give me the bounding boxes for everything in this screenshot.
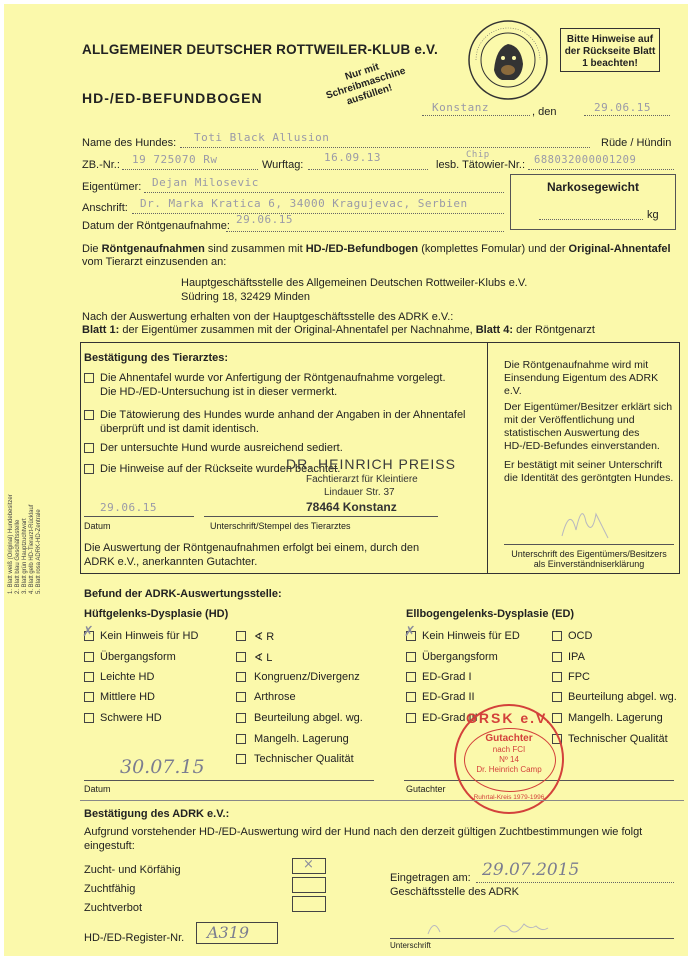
evaluation-date-label: Datum [84, 784, 111, 794]
vet-date-label: Datum [84, 521, 111, 531]
copy-distribution-note: 1. Blatt weiß (Original) Hundebesitzer 2. Blatt blau Geschäftsstelle 3. Blatt grün Hauptzuchtwart 4. Blatt gelb HD-Tierarzt-Rücklauf 5. Blatt rosa ADRK-HD-Zentrale [8, 494, 42, 594]
gutachter-stamp [454, 704, 564, 814]
vet-item2-line2: überprüft und ist damit identisch. [100, 423, 259, 435]
header-date-value[interactable]: 29.06.15 [594, 101, 651, 114]
hd-option-r: ∢ R [254, 631, 275, 643]
adrk-signature-label: Unterschrift [390, 941, 431, 950]
vet-stamp-city: 78464 Konstanz [306, 500, 397, 514]
check-zuchtverbot[interactable] [292, 896, 326, 912]
register-box[interactable] [196, 922, 278, 944]
form-page [4, 4, 688, 956]
after-eval-line1: Nach der Auswertung erhalten von der Hauptgeschäftsstelle des ADRK e.V.: [82, 311, 454, 323]
vet-date-value[interactable]: 29.06.15 [100, 501, 157, 514]
ed-check-grad3[interactable] [406, 713, 416, 723]
hq-address-line2: Südring 18, 32429 Minden [181, 291, 311, 303]
ed-kein-hinweis-mark: ✗ [404, 624, 416, 640]
adrk-signature [424, 916, 554, 940]
stamp-line2: nach FCI [492, 745, 526, 754]
register-label: HD-/ED-Register-Nr. [84, 932, 185, 944]
owner-label: Eigentümer: [82, 181, 142, 193]
hd-check-kongruenz[interactable] [236, 672, 246, 682]
hd-check-mittlere[interactable] [84, 692, 94, 702]
ed-option-grad1: ED-Grad I [422, 671, 472, 683]
ed-check-beurteilung[interactable] [552, 692, 562, 702]
stamp-top-text: GRSK e.V. [466, 710, 552, 726]
vet-item2-line1: Die Tätowierung des Hundes wurde anhand der Angaben in der Ahnentafel [100, 409, 466, 421]
send-instruction-line2: vom Tierarzt einzusenden an: [82, 256, 227, 268]
hd-kein-hinweis-mark: ✗ [82, 624, 94, 640]
identity-confirmation: Er bestätigt mit seiner Unterschrift die Identität des geröntgten Hundes. [504, 459, 674, 484]
ed-option-grad3: ED-Grad III [422, 712, 478, 724]
ownership-note: Die Röntgenaufnahme wird mit Einsendung Eigentum des ADRK e.V. [504, 359, 659, 397]
ed-option-fpc: FPC [568, 671, 590, 683]
ed-check-ocd[interactable] [552, 631, 562, 641]
vet-check-sedated[interactable] [84, 443, 94, 453]
vet-stamp-title: Fachtierarzt für Kleintiere [306, 474, 418, 485]
vet-check-tattoo[interactable] [84, 410, 94, 420]
wurftag-value[interactable]: 16.09.13 [324, 151, 381, 164]
stamp-line4: Dr. Heinrich Camp [476, 765, 542, 774]
publication-consent: Der Eigentümer/Besitzer erklärt sich mit der Veröffentlichung und statistischen Auswertung des HD-/ED-Befundes einverstanden. [504, 401, 673, 452]
narkose-unit: kg [647, 209, 659, 221]
notice-box: Bitte Hinweise auf der Rückseite Blatt 1 beachten! [560, 28, 660, 72]
club-name: ALLGEMEINER DEUTSCHER ROTTWEILER-KLUB e.V. [82, 42, 438, 57]
hd-check-schwere[interactable] [84, 713, 94, 723]
send-instruction-line1: Die Röntgenaufnahmen sind zusammen mit HD-/ED-Befundbogen (komplettes Fomular) und der Original-Ahnentafel [82, 243, 671, 255]
ed-option-ocd: OCD [568, 630, 593, 642]
narkose-box [510, 174, 676, 230]
vet-stamp-name: DR. HEINRICH PREISS [286, 456, 456, 472]
vet-item4: Die Hinweise auf der Rückseite wurden beachtet. [100, 463, 341, 475]
eingetragen-label: Eingetragen am: [390, 872, 471, 884]
vet-note-line1: Die Auswertung der Röntgenaufnahmen erfolgt bei einem, durch den [84, 542, 420, 554]
hd-option-mittlere: Mittlere HD [100, 691, 156, 703]
ed-option-lagerung: Mangelh. Lagerung [568, 712, 663, 724]
option-zucht-koerfaehig: Zucht- und Körfähig [84, 864, 181, 876]
hd-check-l[interactable] [236, 652, 246, 662]
chip-word: Chip [466, 150, 490, 160]
stamp-bottom-text: Ruhrtal-Kreis 1979-1996 [473, 794, 545, 801]
owner-value[interactable]: Dejan Milosevic [152, 176, 259, 189]
address-value[interactable]: Dr. Marka Kratica 6, 34000 Kragujevac, Serbien [140, 197, 468, 210]
adrk-text-line1: Aufgrund vorstehender HD-/ED-Auswertung wird der Hund nach den derzeit gültigen Zuchtbestimmungen wie folgt [84, 826, 643, 838]
hd-check-lagerung[interactable] [236, 734, 246, 744]
adrk-heading: Bestätigung des ADRK e.V.: [84, 808, 230, 820]
hd-option-uebergangsform: Übergangsform [100, 651, 176, 663]
zb-value[interactable]: 19 725070 Rw [132, 153, 218, 166]
vet-note-line2: ADRK e.V., anerkannten Gutachter. [84, 556, 258, 568]
narkose-label: Narkosegewicht [546, 180, 640, 194]
ed-check-fpc[interactable] [552, 672, 562, 682]
hd-option-kongruenz: Kongruenz/Divergenz [254, 671, 360, 683]
name-label: Name des Hundes: [82, 137, 177, 149]
option-zuchtverbot: Zuchtverbot [84, 902, 143, 914]
hd-option-arthrose: Arthrose [254, 691, 296, 703]
typewriter-note: Nur mit Schreibmaschine ausfüllen! [324, 61, 407, 108]
office-label: Geschäftsstelle des ADRK [390, 886, 520, 898]
ed-option-kein-hinweis: Kein Hinweis für ED [422, 630, 520, 642]
evaluation-date-value[interactable]: 30.07.15 [120, 756, 205, 778]
vet-signature-label: Unterschrift/Stempel des Tierarztes [210, 521, 351, 531]
ed-check-grad2[interactable] [406, 692, 416, 702]
zb-label: ZB.-Nr.: [82, 159, 120, 171]
hq-address-line1: Hauptgeschäftsstelle des Allgemeinen Deutschen Rottweiler-Klubs e.V. [181, 277, 528, 289]
hd-check-uebergangsform[interactable] [84, 652, 94, 662]
gutachter-label: Gutachter [406, 784, 446, 794]
hd-check-leichte[interactable] [84, 672, 94, 682]
hd-check-arthrose[interactable] [236, 692, 246, 702]
vet-stamp-street: Lindauer Str. 37 [324, 487, 395, 498]
owner-signature-label2: als Einverständniserklärung [533, 559, 645, 569]
sex-label: Rüde / Hündin [601, 137, 672, 149]
after-eval-line2: Blatt 1: der Eigentümer zusammen mit der Original-Ahnentafel per Nachnahme, Blatt 4: der Röntgenarzt [82, 324, 595, 336]
hd-option-kein-hinweis: Kein Hinweis für HD [100, 630, 199, 642]
vet-item3: Der untersuchte Hund wurde ausreichend sediert. [100, 442, 343, 454]
hd-option-schwere: Schwere HD [100, 712, 162, 724]
tattoo-value[interactable]: 688032000001209 [534, 154, 637, 166]
hd-check-technik[interactable] [236, 754, 246, 764]
hd-heading: Hüftgelenks-Dysplasie (HD) [84, 608, 229, 620]
ed-option-technik: Technischer Qualität [568, 733, 668, 745]
ed-option-grad2: ED-Grad II [422, 691, 475, 703]
den-label: , den [532, 106, 557, 118]
wurftag-label: Wurftag: [262, 159, 304, 171]
vet-check-notes[interactable] [84, 464, 94, 474]
option-zuchtfaehig: Zuchtfähig [84, 883, 136, 895]
address-label: Anschrift: [82, 202, 128, 214]
owner-signature-label1: Unterschrift des Eigentümers/Besitzers [511, 549, 667, 559]
tattoo-label: lesb. Tätowier-Nr.: [436, 159, 526, 171]
ed-check-ipa[interactable] [552, 652, 562, 662]
stamp-line1: Gutachter [485, 733, 533, 744]
zucht-koerfaehig-mark: × [303, 857, 314, 872]
hd-option-lagerung: Mangelh. Lagerung [254, 733, 349, 745]
dog-name-value[interactable]: Toti Black Allusion [194, 131, 330, 144]
vet-box-divider [487, 342, 488, 574]
ed-option-ipa: IPA [568, 651, 585, 663]
eingetragen-value[interactable]: 29.07.2015 [482, 860, 580, 880]
hd-check-beurteilung[interactable] [236, 713, 246, 723]
xray-date-value[interactable]: 29.06.15 [236, 213, 293, 226]
vet-heading: Bestätigung des Tierarztes: [84, 352, 229, 364]
vet-check-ahnentafel[interactable] [84, 373, 94, 383]
hd-option-l: ∢ L [254, 652, 273, 664]
check-zucht-koerfaehig[interactable] [292, 858, 326, 874]
place-value[interactable]: Konstanz [432, 101, 489, 114]
adrk-text-line2: eingestuft: [84, 840, 135, 852]
hd-check-r[interactable] [236, 631, 246, 641]
ed-check-grad1[interactable] [406, 672, 416, 682]
register-value: A319 [207, 923, 250, 942]
hd-option-leichte: Leichte HD [100, 671, 155, 683]
ed-check-uebergangsform[interactable] [406, 652, 416, 662]
evaluation-heading: Befund der ADRK-Auswertungsstelle: [84, 588, 282, 600]
form-title: HD-/ED-BEFUNDBOGEN [82, 90, 263, 106]
hd-option-technik: Technischer Qualität [254, 753, 354, 765]
check-zuchtfaehig[interactable] [292, 877, 326, 893]
vet-item1-line2: Die HD-/ED-Untersuchung ist in dieser vermerkt. [100, 386, 338, 398]
club-logo [466, 18, 550, 102]
ed-option-uebergangsform: Übergangsform [422, 651, 498, 663]
hd-option-beurteilung: Beurteilung abgel. wg. [254, 712, 363, 724]
owner-signature [556, 492, 616, 542]
stamp-line3: Nº 14 [499, 755, 519, 764]
ed-option-beurteilung: Beurteilung abgel. wg. [568, 691, 677, 703]
ed-heading: Ellbogengelenks-Dysplasie (ED) [406, 608, 575, 620]
xray-date-label: Datum der Röntgenaufnahme: [82, 220, 230, 232]
vet-item1-line1: Die Ahnentafel wurde vor Anfertigung der Röntgenaufnahme vorgelegt. [100, 372, 446, 384]
